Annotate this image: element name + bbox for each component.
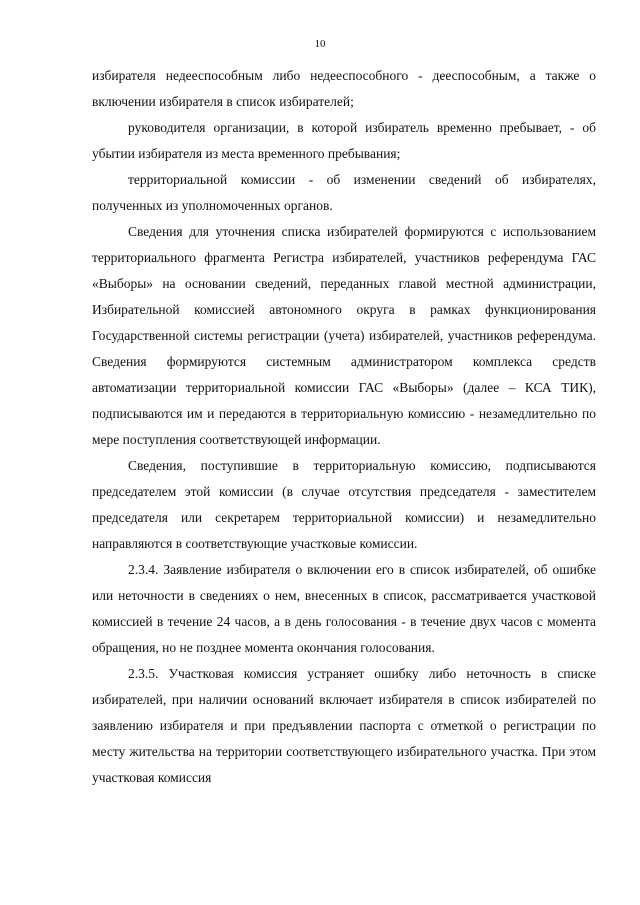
paragraph-voter-capacity: избирателя недееспособным либо недееспособного - дееспособным, а также о включении избирателя в список избирателей; bbox=[92, 68, 596, 109]
paragraph-territorial-commission: территориальной комиссии - об изменении сведений об избирателях, полученных из уполномоченных органов. bbox=[92, 172, 596, 213]
paragraph-list-update-info: Сведения для уточнения списка избирателей формируются с использованием территориального фрагмента Регистра избирателей, участников референдума ГАС «Выборы» на основании сведений, переданных главой местной администрации, Избирательной комиссией автономного округа в рамках функционирования Государственной системы регистрации (учета) избирателей, участников референдума. Сведения формируются системным администратором комплекса средств автоматизации территориальной комиссии ГАС «Выборы» (далее – КСА ТИК), подписываются им и передаются в территориальную комиссию - незамедлительно по мере поступления соответствующей информации. bbox=[92, 224, 596, 447]
paragraph-organization-head: руководителя организации, в которой избиратель временно пребывает, - об убытии избирателя из места временного пребывания; bbox=[92, 120, 596, 161]
paragraph-info-signing: Сведения, поступившие в территориальную комиссию, подписываются председателем этой комиссии (в случае отсутствия председателя - заместителем председателя или секретарем территориальной комиссии) и незамедлительно направляются в соответствующие участковые комиссии. bbox=[92, 458, 596, 551]
paragraph-section-2-3-5: 2.3.5. Участковая комиссия устраняет ошибку либо неточность в списке избирателей, при наличии оснований включает избирателя в список избирателей по заявлению избирателя и при предъявлении паспорта с отметкой о регистрации по месту жительства на территории соответствующего избирательного участка. При этом участковая комиссия bbox=[92, 666, 596, 785]
paragraph-section-2-3-4: 2.3.4. Заявление избирателя о включении его в список избирателей, об ошибке или неточности в сведениях о нем, внесенных в список, рассматривается участковой комиссией в течение 24 часов, а в день голосования - в течение двух часов с момента обращения, но не позднее момента окончания голосования. bbox=[92, 562, 596, 655]
body-text bbox=[92, 63, 596, 791]
page-number: 10 bbox=[314, 38, 326, 50]
